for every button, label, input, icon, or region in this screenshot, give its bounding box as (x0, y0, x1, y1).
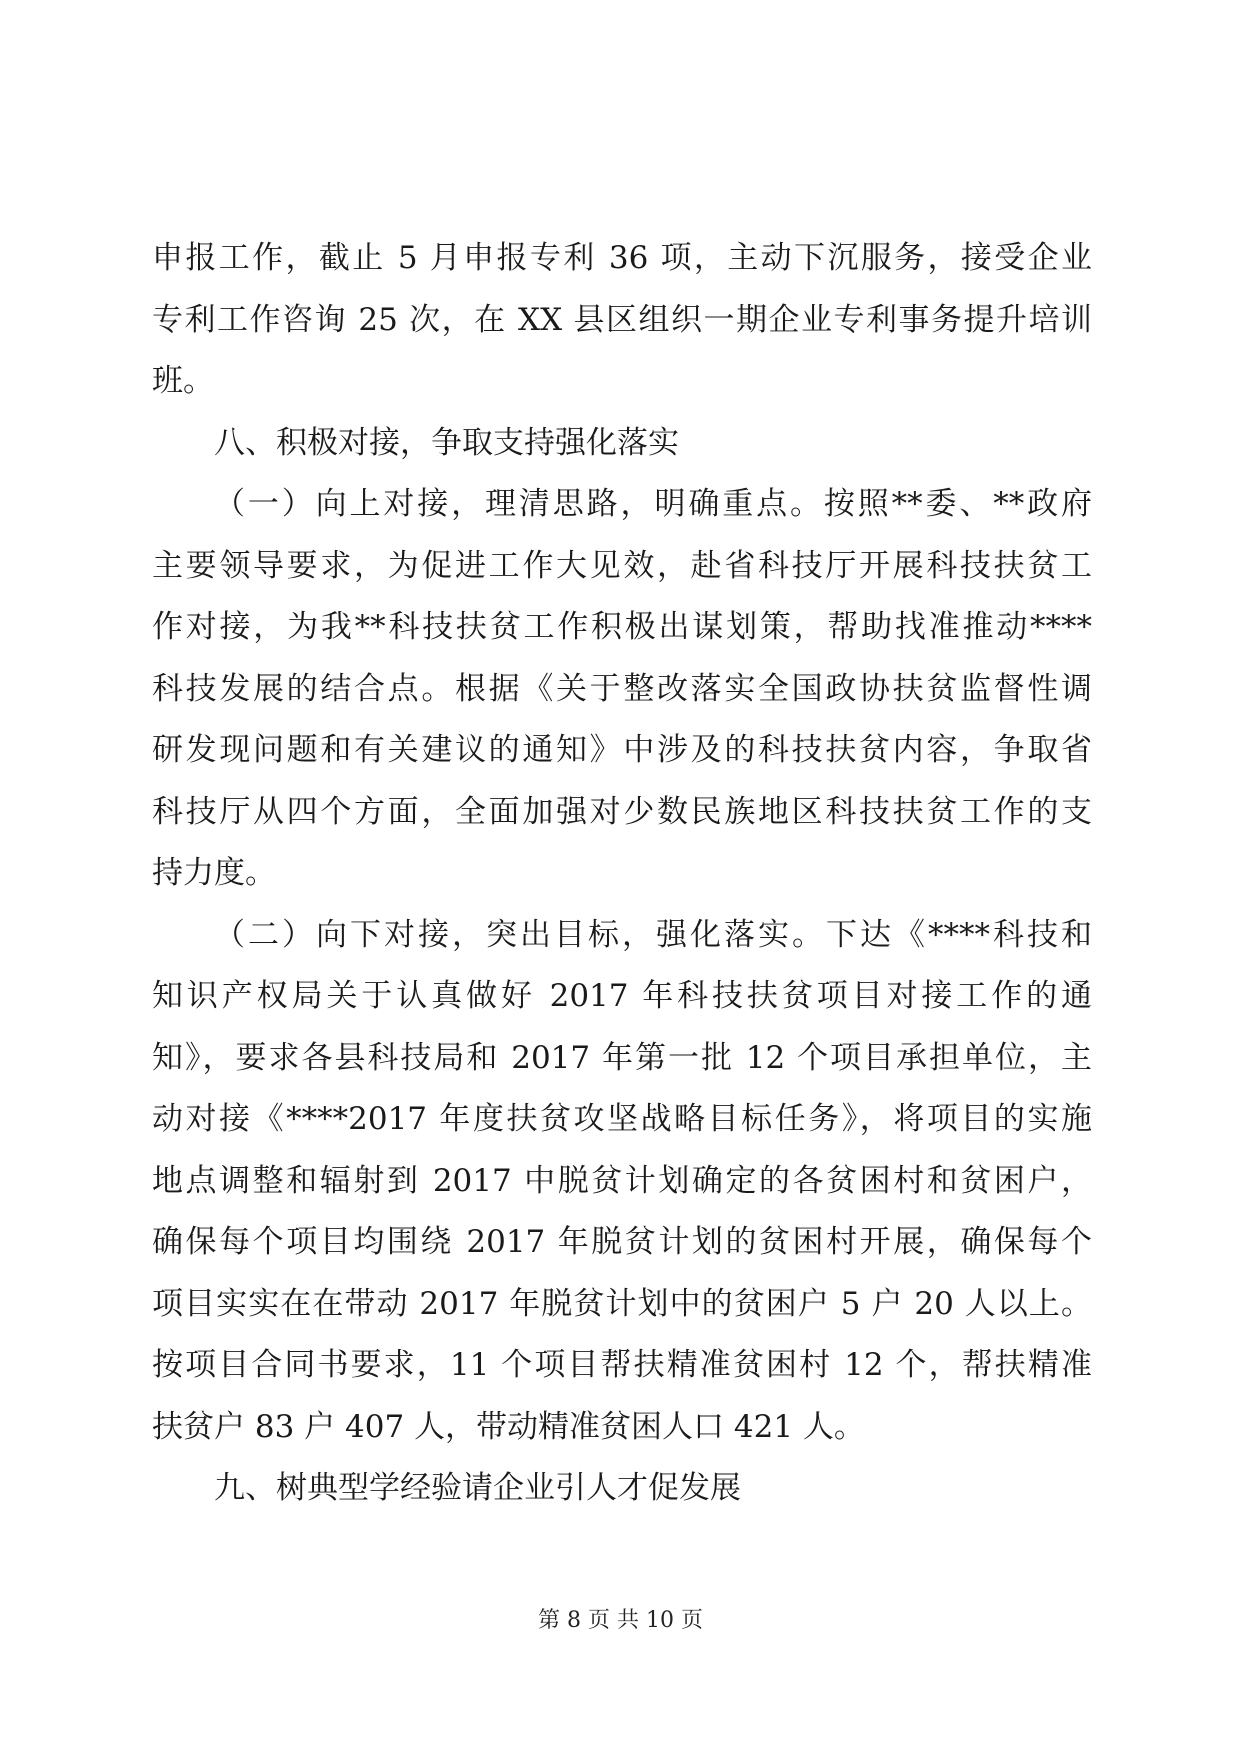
text-line: 科技发展的结合点。根据《关于整改落实全国政协扶贫监督性调 (152, 670, 1092, 707)
text-line: 扶贫户 83 户 407 人，带动精准贫困人口 421 人。 (152, 1408, 865, 1445)
text-line: （一）向上对接，理清思路，明确重点。按照**委、**政府 (214, 486, 1092, 522)
text-line: （二）向下对接，突出目标，强化落实。下达《****科技和 (214, 916, 1092, 953)
text-line: 八、积极对接，争取支持强化落实 (214, 424, 679, 461)
text-line: 研发现问题和有关建议的通知》中涉及的科技扶贫内容，争取省 (152, 732, 1092, 768)
text-line: 九、树典型学经验请企业引人才促发展 (214, 1470, 741, 1506)
text-line: 按项目合同书要求，11 个项目帮扶精准贫困村 12 个，帮扶精准 (152, 1347, 1092, 1383)
text-line: 知识产权局关于认真做好 2017 年科技扶贫项目对接工作的通 (152, 978, 1092, 1014)
text-line: 班。 (152, 363, 214, 399)
text-line: 科技厅从四个方面，全面加强对少数民族地区科技扶贫工作的支 (152, 793, 1092, 830)
text-line: 持力度。 (152, 855, 276, 891)
text-line: 知》，要求各县科技局和 2017 年第一批 12 个项目承担单位，主 (152, 1039, 1092, 1076)
text-line: 主要领导要求，为促进工作大见效，赴省科技厅开展科技扶贫工 (152, 547, 1092, 584)
text-line: 动对接《****2017 年度扶贫攻坚战略目标任务》，将项目的实施 (152, 1101, 1092, 1137)
text-line: 地点调整和辐射到 2017 中脱贫计划确定的各贫困村和贫困户， (152, 1162, 1092, 1199)
text-line: 专利工作咨询 25 次，在 XX 县区组织一期企业专利事务提升培训 (152, 301, 1092, 338)
text-line: 申报工作，截止 5 月申报专利 36 项，主动下沉服务，接受企业 (152, 240, 1092, 276)
page-footer: 第 8 页 共 10 页 (538, 1608, 703, 1633)
text-line: 作对接，为我**科技扶贫工作积极出谋划策，帮助找准推动**** (152, 609, 1092, 645)
text-line: 确保每个项目均围绕 2017 年脱贫计划的贫困村开展，确保每个 (152, 1224, 1092, 1260)
text-line: 项目实实在在带动 2017 年脱贫计划中的贫困户 5 户 20 人以上。 (152, 1285, 1092, 1322)
document-body (152, 228, 1092, 1520)
